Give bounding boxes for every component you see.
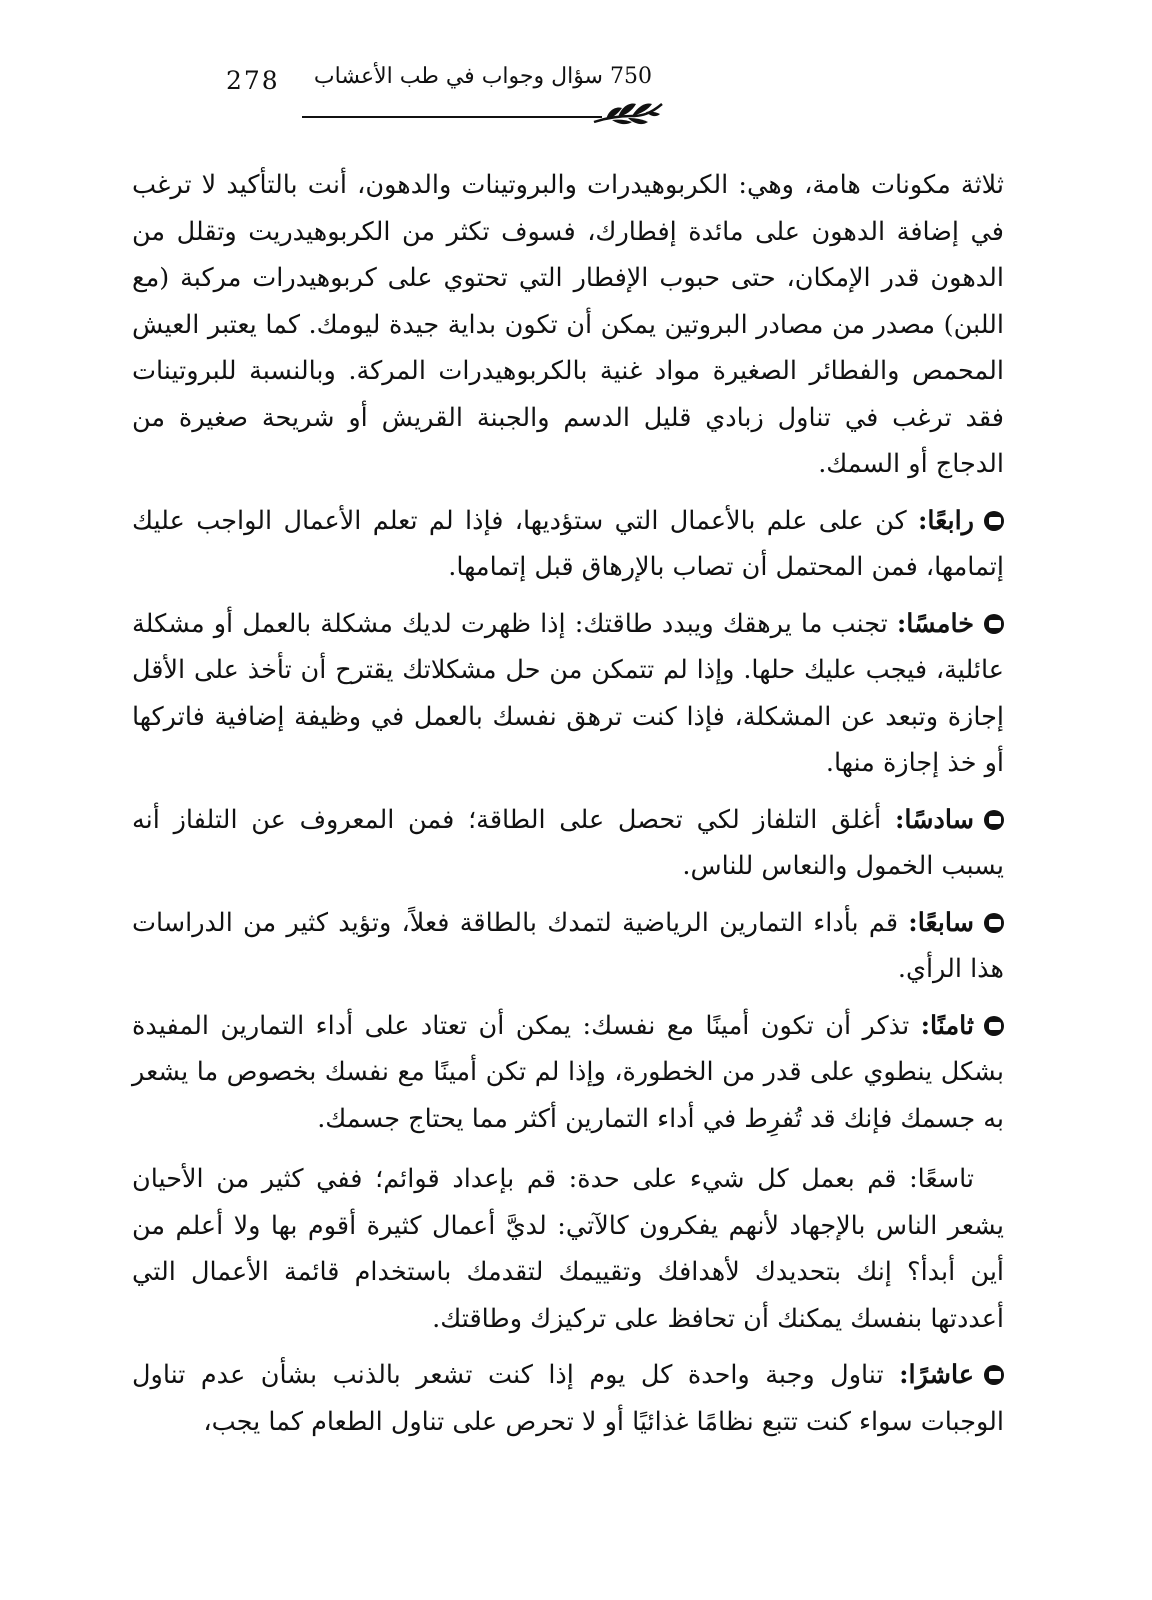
paragraph-item-7 xyxy=(132,900,1004,993)
item-lead: عاشرًا: xyxy=(899,1360,974,1390)
page-header xyxy=(140,62,1020,132)
bullet-icon xyxy=(984,913,1004,933)
paragraph-item-4 xyxy=(132,498,1004,591)
item-lead: سابعًا: xyxy=(908,907,974,938)
bullet-icon xyxy=(984,614,1004,634)
paragraph-intro xyxy=(132,162,1004,488)
paragraph-text: تجنب ما يرهقك ويبدد طاقتك: إذا ظهرت لديك مشكلة بالعمل أو مشكلة عائلية، فيجب عليك حلها. وإذا لم تتمكن من حل مشكلاتك يقترح أن تأخذ على الأقل إجازة وتبعد عن المشكلة، فإذا كنت ترهق نفسك بالعمل في وظيفة إضافية فاتركها أو خذ إجازة منها. xyxy=(132,608,1004,778)
paragraph-item-6 xyxy=(132,797,1004,890)
paragraph-item-9 xyxy=(132,1156,1004,1342)
leaf-ornament-icon xyxy=(592,96,664,130)
bullet-icon xyxy=(984,511,1004,531)
paragraph-text: ثلاثة مكونات هامة، وهي: الكربوهيدرات والبروتينات والدهون، أنت بالتأكيد لا ترغب في إضافة الدهون على مائدة إفطارك، فسوف تكثر من الكربوهيدريت وتقلل من الدهون قدر الإمكان، حتى حبوب الإفطار التي تحتوي على كربوهيدرات مركبة (مع اللبن) مصدر من مصادر البروتين يمكن أن تكون بداية جيدة ليومك. كما يعتبر العيش المحمص والفطائر الصغيرة مواد غنية بالكربوهيدرات المركة. وبالنسبة للبروتينات فقد ترغب في تناول زبادي قليل الدسم والجبنة القريش أو شريحة صغيرة من الدجاج أو السمك. xyxy=(132,170,1004,479)
body-text xyxy=(132,162,1004,1455)
item-lead: خامسًا: xyxy=(896,608,974,639)
paragraph-text: كن على علم بالأعمال التي ستؤديها، فإذا لم تعلم الأعمال الواجب عليك إتمامها، فمن المحتمل أن تصاب بالإرهاق قبل إتمامها. xyxy=(132,505,1004,582)
paragraph-text: قم بعمل كل شيء على حدة: قم بإعداد قوائم؛ ففي كثير من الأحيان يشعر الناس بالإجهاد لأنهم يفكرون كالآتي: لديَّ أعمال كثيرة أقوم بها ولا أعلم من أين أبدأ؟ إنك بتحديدك لأهدافك وتقييمك لتقدمك باستخدام قائمة الأعمال التي أعددتها بنفسك يمكنك أن تحافظ على تركيزك وطاقتك. xyxy=(132,1164,1004,1334)
running-title: 750 سؤال وجواب في طب الأعشاب xyxy=(313,64,652,89)
paragraph-item-8 xyxy=(132,1003,1004,1143)
paragraph-text: قم بأداء التمارين الرياضية لتمدك بالطاقة فعلاً، وتؤيد كثير من الدراسات هذا الرأي. xyxy=(132,907,1004,984)
paragraph-text: تذكر أن تكون أمينًا مع نفسك: يمكن أن تعتاد على أداء التمارين المفيدة بشكل ينطوي على قدر من الخطورة، وإذا لم تكن أمينًا مع نفسك بخصوص ما يشعر به جسمك فإنك قد تُفرِط في أداء التمارين أكثر مما يحتاج جسمك. xyxy=(132,1010,1004,1134)
item-lead: ثامنًا: xyxy=(920,1010,974,1041)
bullet-icon xyxy=(984,1365,1004,1385)
item-lead: سادسًا: xyxy=(894,804,974,835)
item-lead-plain: تاسعًا: xyxy=(909,1164,974,1194)
bullet-icon xyxy=(984,1016,1004,1036)
paragraph-item-10 xyxy=(132,1352,1004,1445)
paragraph-text: أغلق التلفاز لكي تحصل على الطاقة؛ فمن المعروف عن التلفاز أنه يسبب الخمول والنعاس للناس. xyxy=(132,804,1004,881)
paragraph-text: تناول وجبة واحدة كل يوم إذا كنت تشعر بالذنب بشأن عدم تناول الوجبات سواء كنت تتبع نظامًا غذائيًا أو لا تحرص على تناول الطعام كما يجب، xyxy=(132,1360,1004,1437)
item-lead: رابعًا: xyxy=(918,505,974,536)
header-rule xyxy=(302,116,602,118)
page-number: 278 xyxy=(226,66,280,95)
bullet-icon xyxy=(984,810,1004,830)
paragraph-item-5 xyxy=(132,601,1004,787)
